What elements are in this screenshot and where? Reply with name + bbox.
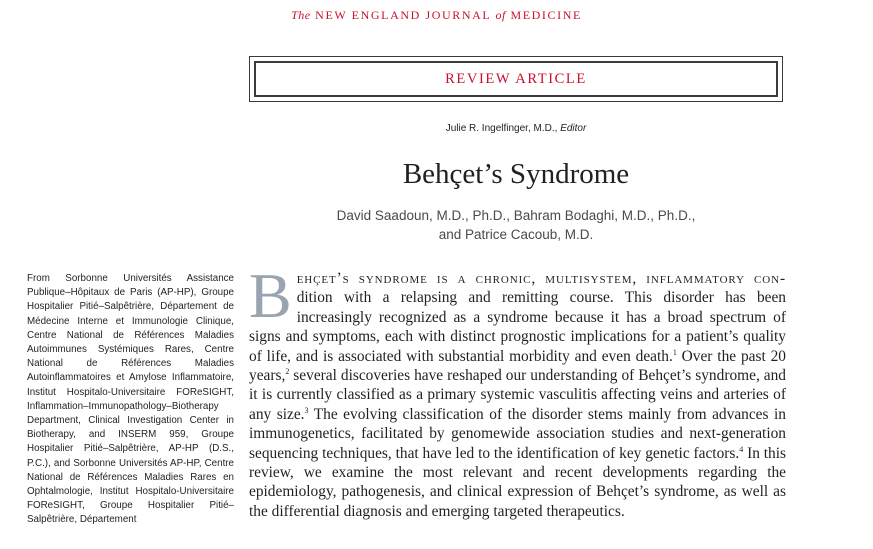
author-list <box>249 206 783 244</box>
lead-in-small-caps: ehçet’s syndrome is a chronic, multisystem, inflammatory con- <box>296 270 786 287</box>
body-sentence-2: Over the past 20 years, <box>249 347 786 385</box>
masthead-journal-post: MEDICINE <box>510 8 582 22</box>
section-label: REVIEW ARTICLE <box>445 70 587 87</box>
body-sentence-5: In this review, we examine the most relevant and recent developments regarding the epidemiology, pathogenesis, and clinical expression of Behçet’s syndrome, as well as the differential diagnosis and emerging targeted therapeutics. <box>249 444 786 520</box>
section-label-inner-frame <box>254 61 778 97</box>
body-sentence-3: several discoveries have reshaped our understanding of Behçet’s syndrome, and it is currently classified as a primary systemic vasculitis affecting veins and arteries of any size. <box>249 367 786 423</box>
editor-line <box>249 123 783 134</box>
masthead-journal-pre: NEW ENGLAND JOURNAL <box>315 8 491 22</box>
author-affiliations: From Sorbonne Universités Assistance Publique–Hôpitaux de Paris (AP-HP), Groupe Hospitalier Pitié–Salpêtrière, Département de Médecine Interne et Immunologie Clinique, Centre National de Références Maladies Autoimmunes Systémiques Rares, Centre National de Références Maladies Autoinflammatoires et Amylose Inflammatoire, Institut Hospitalo-Universitaire FOReSIGHT, Inflammation–Immunopathology–Biotherapy Department, Clinical Investigation Center in Biotherapy, and INSERM 959, Groupe Hospitalier Pitié–Salpêtrière, AP-HP (D.S., P.C.), and Sorbonne Universités AP-HP, Centre National de Références Maladies Rares en Ophtalmologie, Institut Hospitalo-Universitaire FOReSIGHT, Groupe Hospitalier Pitié–Salpêtrière, Département <box>27 273 234 526</box>
editor-name: Julie R. Ingelfinger, M.D., <box>445 123 558 134</box>
article-title: Behçet’s Syndrome <box>402 158 630 190</box>
masthead-the: The <box>291 8 311 22</box>
reference-3[interactable]: 3 <box>304 405 309 415</box>
reference-2[interactable]: 2 <box>285 366 290 376</box>
author-line-1: David Saadoun, M.D., Ph.D., Bahram Bodaghi, M.D., Ph.D., <box>336 208 696 223</box>
journal-masthead <box>0 8 873 23</box>
editor-role: Editor <box>560 123 587 134</box>
body-sentence-1: dition with a relapsing and remitting course. This disorder has been increasingly recognized as a syndrome because it has a broad spectrum of signs and symptoms, each with distinct prognostic implications for a patient’s quality of life, and is associated with substantial morbidity and even death. <box>249 289 786 365</box>
reference-4[interactable]: 4 <box>739 444 744 454</box>
drop-cap: B <box>249 260 292 331</box>
body-sentence-4: The evolving classification of the disorder stems mainly from advances in immunogenetics, facilitated by genomewide association studies and next-generation sequencing techniques, that have led to the identification of key genetic factors. <box>249 405 786 462</box>
reference-1[interactable]: 1 <box>672 347 677 357</box>
author-line-2: and Patrice Cacoub, M.D. <box>438 227 594 242</box>
section-label-box <box>249 56 783 102</box>
masthead-of: of <box>495 8 506 22</box>
article-body <box>249 260 786 521</box>
